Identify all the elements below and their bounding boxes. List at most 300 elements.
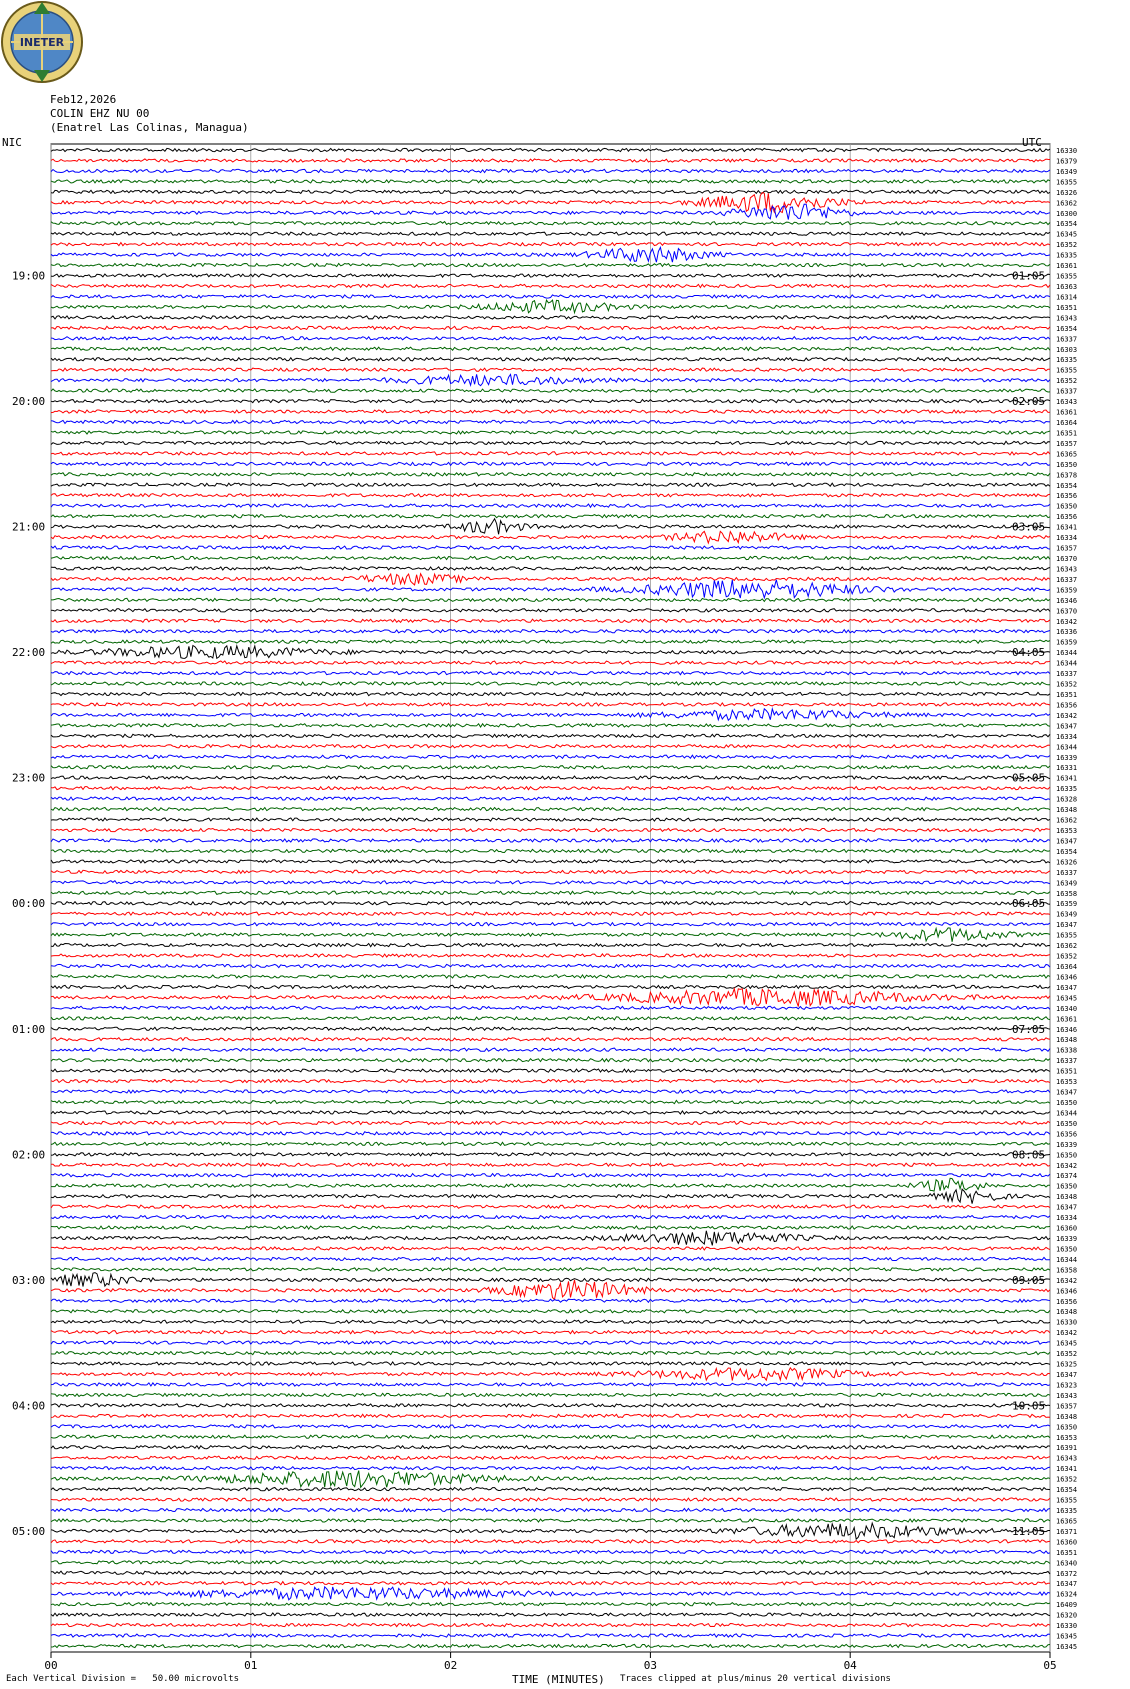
trace-line bbox=[51, 193, 1050, 213]
trace-line bbox=[51, 1268, 1050, 1271]
trace-value-label: 16345 bbox=[1056, 994, 1078, 1003]
trace-line bbox=[51, 1540, 1050, 1543]
trace-value-label: 16340 bbox=[1056, 1004, 1078, 1013]
trace-value-label: 16326 bbox=[1056, 188, 1078, 197]
trace-value-label: 16351 bbox=[1056, 1548, 1078, 1557]
trace-value-label: 16341 bbox=[1056, 774, 1078, 783]
trace-value-label: 16353 bbox=[1056, 1078, 1078, 1087]
trace-value-label: 16320 bbox=[1056, 1611, 1078, 1620]
trace-line bbox=[51, 1174, 1050, 1177]
trace-value-label: 16359 bbox=[1056, 586, 1078, 595]
trace-value-label: 16352 bbox=[1056, 241, 1078, 250]
trace-line bbox=[51, 944, 1050, 947]
trace-line bbox=[51, 630, 1050, 633]
trace-line bbox=[51, 1163, 1050, 1166]
trace-line bbox=[51, 703, 1050, 706]
trace-line bbox=[51, 1280, 1050, 1300]
trace-line bbox=[51, 619, 1050, 622]
trace-line bbox=[51, 420, 1050, 423]
right-hour-label: 09:05 bbox=[1012, 1273, 1046, 1287]
trace-value-label: 16343 bbox=[1056, 1391, 1078, 1400]
trace-line bbox=[51, 787, 1050, 790]
right-hour-label: 10:05 bbox=[1012, 1399, 1046, 1413]
trace-line bbox=[51, 515, 1050, 518]
trace-line bbox=[51, 1519, 1050, 1522]
trace-value-label: 16347 bbox=[1056, 837, 1078, 846]
svg-text:INETER: INETER bbox=[19, 36, 65, 49]
right-axis-title: UTC bbox=[1022, 136, 1042, 149]
trace-value-label: 16379 bbox=[1056, 157, 1078, 166]
trace-value-label: 16303 bbox=[1056, 345, 1078, 354]
trace-line bbox=[51, 797, 1050, 800]
trace-line bbox=[51, 504, 1050, 507]
trace-value-label: 16370 bbox=[1056, 607, 1078, 616]
trace-line bbox=[51, 724, 1050, 727]
trace-value-label: 16338 bbox=[1056, 1046, 1078, 1055]
trace-value-label: 16341 bbox=[1056, 1465, 1078, 1474]
x-tick-label: 00 bbox=[44, 1659, 58, 1672]
trace-value-label: 16352 bbox=[1056, 680, 1078, 689]
trace-line bbox=[51, 881, 1050, 884]
right-hour-label: 05:05 bbox=[1012, 771, 1046, 785]
trace-line bbox=[51, 1550, 1050, 1553]
trace-line bbox=[51, 300, 1050, 313]
trace-line bbox=[51, 1341, 1050, 1344]
trace-value-label: 16343 bbox=[1056, 314, 1078, 323]
trace-line bbox=[51, 441, 1050, 444]
trace-line bbox=[51, 1471, 1050, 1488]
trace-line bbox=[51, 818, 1050, 821]
trace-line bbox=[51, 1587, 1050, 1600]
trace-line bbox=[51, 1634, 1050, 1637]
left-hour-label: 04:00 bbox=[12, 1399, 46, 1413]
trace-value-label: 16339 bbox=[1056, 753, 1078, 762]
trace-value-label: 16339 bbox=[1056, 1140, 1078, 1149]
left-hour-label: 00:00 bbox=[12, 897, 46, 911]
trace-value-label: 16356 bbox=[1056, 1297, 1078, 1306]
trace-value-label: 16348 bbox=[1056, 1412, 1078, 1421]
right-hour-label: 02:05 bbox=[1012, 395, 1046, 409]
trace-line bbox=[51, 692, 1050, 695]
trace-value-label: 16344 bbox=[1056, 659, 1078, 668]
trace-value-label: 16355 bbox=[1056, 178, 1078, 187]
trace-line bbox=[51, 264, 1050, 267]
trace-value-label: 16357 bbox=[1056, 1402, 1078, 1411]
trace-line bbox=[51, 1404, 1050, 1407]
trace-value-label: 16361 bbox=[1056, 262, 1078, 271]
trace-line bbox=[51, 849, 1050, 852]
trace-value-label: 16344 bbox=[1056, 649, 1078, 658]
trace-value-label: 16354 bbox=[1056, 847, 1078, 856]
trace-line bbox=[51, 247, 1050, 262]
trace-value-label: 16371 bbox=[1056, 1527, 1078, 1536]
trace-line bbox=[51, 204, 1050, 219]
trace-line bbox=[51, 1080, 1050, 1083]
trace-value-label: 16356 bbox=[1056, 1130, 1078, 1139]
left-hour-label: 20:00 bbox=[12, 395, 46, 409]
trace-line bbox=[51, 646, 1050, 659]
trace-line bbox=[51, 400, 1050, 403]
right-hour-label: 08:05 bbox=[1012, 1148, 1046, 1162]
trace-line bbox=[51, 1446, 1050, 1449]
trace-value-label: 16344 bbox=[1056, 743, 1078, 752]
trace-line bbox=[51, 1153, 1050, 1156]
trace-value-label: 16348 bbox=[1056, 1036, 1078, 1045]
trace-value-label: 16350 bbox=[1056, 1151, 1078, 1160]
trace-value-label: 16365 bbox=[1056, 1517, 1078, 1526]
trace-value-label: 16324 bbox=[1056, 1590, 1078, 1599]
trace-line bbox=[51, 661, 1050, 664]
trace-line bbox=[51, 452, 1050, 455]
trace-line bbox=[51, 1231, 1050, 1246]
x-tick-label: 02 bbox=[443, 1659, 458, 1672]
trace-value-label: 16300 bbox=[1056, 209, 1078, 218]
trace-line bbox=[51, 776, 1050, 779]
trace-value-label: 16342 bbox=[1056, 711, 1078, 720]
trace-value-label: 16357 bbox=[1056, 544, 1078, 553]
trace-value-label: 16378 bbox=[1056, 471, 1078, 480]
trace-value-label: 16330 bbox=[1056, 147, 1078, 155]
trace-value-label: 16343 bbox=[1056, 1454, 1078, 1463]
trace-line bbox=[51, 531, 1050, 543]
trace-value-label: 16356 bbox=[1056, 513, 1078, 522]
trace-value-label: 16352 bbox=[1056, 952, 1078, 961]
trace-line bbox=[51, 1216, 1050, 1219]
trace-value-label: 16347 bbox=[1056, 722, 1078, 731]
trace-value-label: 16347 bbox=[1056, 983, 1078, 992]
trace-line bbox=[51, 1331, 1050, 1334]
trace-value-label: 16337 bbox=[1056, 670, 1078, 679]
trace-value-label: 16362 bbox=[1056, 816, 1078, 825]
trace-line bbox=[51, 1582, 1050, 1585]
trace-value-label: 16346 bbox=[1056, 1287, 1078, 1296]
trace-line bbox=[51, 985, 1050, 988]
trace-value-label: 16347 bbox=[1056, 1088, 1078, 1097]
trace-value-label: 16374 bbox=[1056, 1172, 1078, 1181]
trace-line bbox=[51, 295, 1050, 298]
trace-value-label: 16345 bbox=[1056, 1643, 1078, 1651]
trace-value-label: 16349 bbox=[1056, 879, 1078, 888]
trace-line bbox=[51, 473, 1050, 476]
x-tick-label: 05 bbox=[1043, 1659, 1057, 1672]
trace-value-label: 16350 bbox=[1056, 460, 1078, 469]
trace-line bbox=[51, 682, 1050, 685]
trace-line bbox=[51, 1425, 1050, 1428]
left-hour-label: 03:00 bbox=[12, 1273, 46, 1287]
trace-value-label: 16343 bbox=[1056, 565, 1078, 574]
trace-value-label: 16350 bbox=[1056, 1423, 1078, 1432]
trace-line bbox=[51, 243, 1050, 246]
left-hour-label: 01:00 bbox=[12, 1022, 46, 1036]
trace-value-label: 16335 bbox=[1056, 1507, 1078, 1515]
trace-line bbox=[51, 347, 1050, 350]
trace-value-label: 16354 bbox=[1056, 220, 1078, 229]
trace-line bbox=[51, 148, 1050, 151]
trace-line bbox=[51, 860, 1050, 863]
trace-value-label: 16372 bbox=[1056, 1569, 1078, 1578]
trace-value-label: 16345 bbox=[1056, 1339, 1078, 1348]
trace-line bbox=[51, 1017, 1050, 1020]
trace-line bbox=[51, 766, 1050, 769]
trace-line bbox=[51, 1142, 1050, 1145]
trace-line bbox=[51, 159, 1050, 162]
trace-line bbox=[51, 169, 1050, 172]
trace-value-label: 16337 bbox=[1056, 387, 1078, 396]
trace-value-label: 16354 bbox=[1056, 324, 1078, 333]
trace-line bbox=[51, 1178, 1050, 1191]
trace-value-label: 16337 bbox=[1056, 335, 1078, 344]
trace-value-label: 16362 bbox=[1056, 199, 1078, 208]
trace-value-label: 16336 bbox=[1056, 628, 1078, 637]
trace-value-label: 16337 bbox=[1056, 868, 1078, 877]
trace-line bbox=[51, 1132, 1050, 1135]
trace-line bbox=[51, 828, 1050, 831]
trace-value-label: 16342 bbox=[1056, 1329, 1078, 1338]
trace-line bbox=[51, 580, 1050, 598]
trace-line bbox=[51, 640, 1050, 643]
left-hour-label: 22:00 bbox=[12, 646, 46, 660]
trace-line bbox=[51, 374, 1050, 385]
trace-line bbox=[51, 734, 1050, 737]
trace-line bbox=[51, 964, 1050, 967]
trace-line bbox=[51, 1435, 1050, 1438]
trace-line bbox=[51, 975, 1050, 978]
trace-line bbox=[51, 745, 1050, 748]
trace-line bbox=[51, 180, 1050, 183]
left-hour-label: 21:00 bbox=[12, 520, 46, 534]
trace-line bbox=[51, 923, 1050, 926]
trace-value-label: 16335 bbox=[1056, 785, 1078, 794]
trace-line bbox=[51, 912, 1050, 915]
trace-value-label: 16353 bbox=[1056, 827, 1078, 835]
left-hour-label: 02:00 bbox=[12, 1148, 46, 1162]
trace-value-label: 16314 bbox=[1056, 293, 1078, 302]
trace-value-label: 16355 bbox=[1056, 1496, 1078, 1505]
trace-value-label: 16346 bbox=[1056, 596, 1078, 605]
x-tick-label: 03 bbox=[643, 1659, 658, 1672]
trace-value-label: 16349 bbox=[1056, 167, 1078, 176]
trace-value-label: 16334 bbox=[1056, 534, 1078, 543]
trace-value-label: 16409 bbox=[1056, 1601, 1078, 1610]
trace-value-label: 16358 bbox=[1056, 889, 1078, 898]
trace-value-label: 16337 bbox=[1056, 1057, 1078, 1066]
trace-line bbox=[51, 1027, 1050, 1030]
trace-line bbox=[51, 567, 1050, 570]
trace-value-label: 16352 bbox=[1056, 377, 1078, 386]
left-hour-label: 05:00 bbox=[12, 1524, 46, 1538]
trace-line bbox=[51, 1414, 1050, 1417]
chart-station: COLIN EHZ NU 00 bbox=[50, 107, 150, 120]
trace-value-label: 16335 bbox=[1056, 356, 1078, 365]
trace-value-label: 16351 bbox=[1056, 429, 1078, 438]
trace-line bbox=[51, 1498, 1050, 1501]
trace-line bbox=[51, 1189, 1050, 1204]
clip-note: Traces clipped at plus/minus 20 vertical divisions bbox=[620, 1674, 891, 1684]
trace-value-label: 16352 bbox=[1056, 1350, 1078, 1359]
left-axis-title: NIC bbox=[2, 136, 22, 149]
trace-value-label: 16346 bbox=[1056, 1025, 1078, 1034]
trace-line bbox=[51, 1111, 1050, 1114]
trace-line bbox=[51, 1644, 1050, 1647]
trace-line bbox=[51, 1352, 1050, 1355]
trace-value-label: 16356 bbox=[1056, 492, 1078, 501]
chart-location: (Enatrel Las Colinas, Managua) bbox=[50, 121, 249, 134]
right-hour-label: 11:05 bbox=[1012, 1524, 1046, 1538]
trace-value-label: 16352 bbox=[1056, 1475, 1078, 1484]
trace-line bbox=[51, 337, 1050, 340]
trace-value-label: 16361 bbox=[1056, 1015, 1078, 1024]
trace-value-label: 16346 bbox=[1056, 973, 1078, 982]
trace-line bbox=[51, 1368, 1050, 1381]
x-tick-label: 04 bbox=[843, 1659, 857, 1672]
trace-value-label: 16334 bbox=[1056, 732, 1078, 741]
trace-line bbox=[51, 989, 1050, 1007]
trace-line bbox=[51, 574, 1050, 585]
trace-value-label: 16359 bbox=[1056, 638, 1078, 647]
trace-value-label: 16348 bbox=[1056, 806, 1078, 815]
trace-value-label: 16347 bbox=[1056, 1580, 1078, 1589]
trace-line bbox=[51, 891, 1050, 894]
left-hour-label: 23:00 bbox=[12, 771, 46, 785]
trace-line bbox=[51, 1121, 1050, 1124]
trace-line bbox=[51, 1006, 1050, 1009]
trace-value-label: 16342 bbox=[1056, 617, 1078, 626]
chart-date: Feb12,2026 bbox=[50, 93, 117, 106]
trace-value-label: 16363 bbox=[1056, 283, 1078, 291]
trace-line bbox=[51, 284, 1050, 287]
trace-line bbox=[51, 1226, 1050, 1229]
right-hour-label: 06:05 bbox=[1012, 897, 1046, 911]
trace-value-label: 16355 bbox=[1056, 931, 1078, 940]
trace-line bbox=[51, 1488, 1050, 1491]
trace-line bbox=[51, 1205, 1050, 1208]
trace-line bbox=[51, 190, 1050, 193]
trace-value-label: 16339 bbox=[1056, 1235, 1078, 1243]
trace-line bbox=[51, 1603, 1050, 1606]
trace-value-label: 16370 bbox=[1056, 555, 1078, 563]
trace-value-label: 16360 bbox=[1056, 1538, 1078, 1547]
trace-value-label: 16335 bbox=[1056, 251, 1078, 260]
trace-line bbox=[51, 1069, 1050, 1072]
trace-value-label: 16349 bbox=[1056, 910, 1078, 919]
trace-line bbox=[51, 1467, 1050, 1470]
right-hour-label: 03:05 bbox=[1012, 520, 1046, 534]
trace-value-label: 16341 bbox=[1056, 523, 1078, 532]
trace-line bbox=[51, 839, 1050, 842]
trace-value-label: 16330 bbox=[1056, 1318, 1078, 1327]
trace-line bbox=[51, 410, 1050, 413]
trace-value-label: 16353 bbox=[1056, 1433, 1078, 1442]
trace-line bbox=[51, 1299, 1050, 1302]
trace-line bbox=[51, 902, 1050, 905]
trace-line bbox=[51, 368, 1050, 371]
trace-value-label: 16325 bbox=[1056, 1360, 1078, 1369]
trace-line bbox=[51, 755, 1050, 758]
trace-value-label: 16342 bbox=[1056, 1161, 1078, 1170]
trace-line bbox=[51, 431, 1050, 434]
trace-line bbox=[51, 928, 1050, 942]
right-hour-label: 01:05 bbox=[1012, 269, 1046, 283]
trace-line bbox=[51, 672, 1050, 675]
trace-line bbox=[51, 709, 1050, 720]
trace-value-label: 16355 bbox=[1056, 272, 1078, 281]
trace-line bbox=[51, 326, 1050, 329]
trace-line bbox=[51, 1571, 1050, 1574]
trace-value-label: 16351 bbox=[1056, 1067, 1078, 1076]
trace-line bbox=[51, 1310, 1050, 1313]
trace-value-label: 16361 bbox=[1056, 408, 1078, 417]
trace-value-label: 16342 bbox=[1056, 1276, 1078, 1285]
trace-line bbox=[51, 1383, 1050, 1386]
trace-line bbox=[51, 1059, 1050, 1062]
trace-line bbox=[51, 462, 1050, 465]
trace-value-label: 16347 bbox=[1056, 1203, 1078, 1212]
trace-line bbox=[51, 1561, 1050, 1564]
trace-value-label: 16348 bbox=[1056, 1308, 1078, 1317]
trace-value-label: 16358 bbox=[1056, 1266, 1078, 1275]
trace-value-label: 16345 bbox=[1056, 230, 1078, 239]
trace-line bbox=[51, 1038, 1050, 1041]
trace-line bbox=[51, 1613, 1050, 1616]
trace-line bbox=[51, 358, 1050, 361]
trace-line bbox=[51, 1456, 1050, 1459]
trace-value-label: 16364 bbox=[1056, 419, 1078, 427]
left-hour-label: 19:00 bbox=[12, 269, 46, 283]
trace-value-label: 16354 bbox=[1056, 1486, 1078, 1495]
trace-value-label: 16365 bbox=[1056, 450, 1078, 459]
trace-value-label: 16331 bbox=[1056, 764, 1078, 773]
trace-value-label: 16354 bbox=[1056, 481, 1078, 490]
right-hour-label: 04:05 bbox=[1012, 646, 1046, 660]
trace-value-label: 16350 bbox=[1056, 1099, 1078, 1107]
trace-line bbox=[51, 1273, 1050, 1287]
trace-value-label: 16362 bbox=[1056, 942, 1078, 951]
trace-value-label: 16359 bbox=[1056, 900, 1078, 909]
trace-line bbox=[51, 1090, 1050, 1093]
trace-value-label: 16391 bbox=[1056, 1444, 1078, 1453]
trace-value-label: 16350 bbox=[1056, 1119, 1078, 1128]
trace-value-label: 16351 bbox=[1056, 691, 1078, 699]
trace-line bbox=[51, 1393, 1050, 1396]
trace-line bbox=[51, 1624, 1050, 1627]
trace-line bbox=[51, 546, 1050, 549]
scale-note: Each Vertical Division = 50.00 microvolts bbox=[6, 1674, 239, 1684]
trace-line bbox=[51, 494, 1050, 497]
trace-line bbox=[51, 274, 1050, 277]
trace-line bbox=[51, 598, 1050, 601]
trace-line bbox=[51, 1048, 1050, 1051]
trace-value-label: 16347 bbox=[1056, 1371, 1078, 1379]
trace-line bbox=[51, 389, 1050, 392]
right-hour-label: 07:05 bbox=[1012, 1022, 1046, 1036]
trace-value-label: 16344 bbox=[1056, 1255, 1078, 1264]
trace-line bbox=[51, 1257, 1050, 1260]
trace-line bbox=[51, 609, 1050, 612]
trace-value-label: 16334 bbox=[1056, 1214, 1078, 1223]
trace-line bbox=[51, 556, 1050, 559]
trace-value-label: 16350 bbox=[1056, 1182, 1078, 1191]
trace-value-label: 16345 bbox=[1056, 1632, 1078, 1641]
trace-line bbox=[51, 1247, 1050, 1250]
trace-value-label: 16355 bbox=[1056, 366, 1078, 375]
trace-value-label: 16344 bbox=[1056, 1109, 1078, 1118]
trace-value-label: 16328 bbox=[1056, 795, 1078, 804]
trace-line bbox=[51, 870, 1050, 873]
trace-value-label: 16347 bbox=[1056, 921, 1078, 930]
trace-value-label: 16364 bbox=[1056, 963, 1078, 971]
trace-value-label: 16340 bbox=[1056, 1559, 1078, 1568]
trace-line bbox=[51, 1320, 1050, 1323]
